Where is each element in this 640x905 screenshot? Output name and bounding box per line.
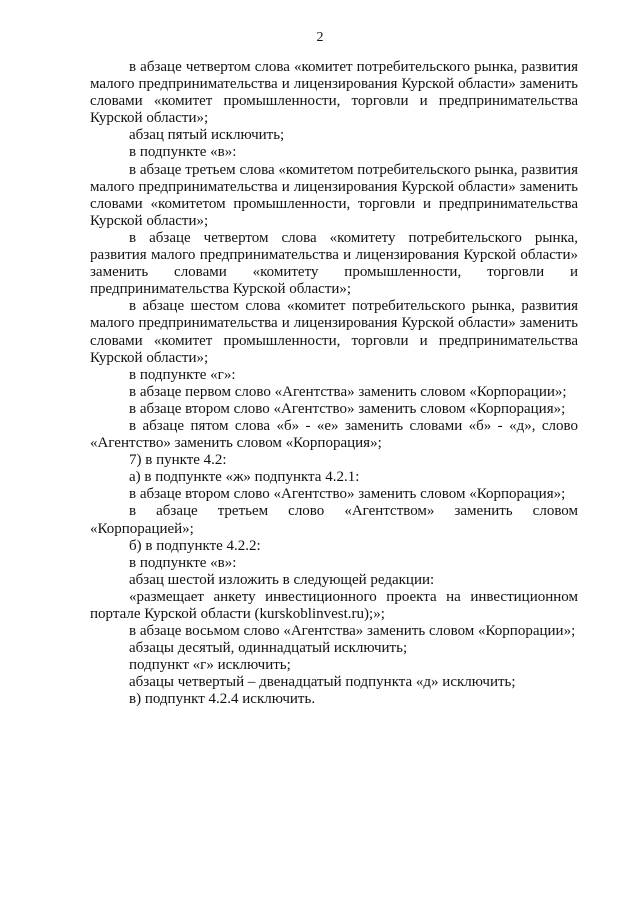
paragraph: в абзаце втором слово «Агентство» заменить словом «Корпорация»; bbox=[129, 486, 566, 503]
paragraph: в абзаце пятом слова «б» - «е» заменить словами «б» - «д», слово «Агентство» заменить словом «Корпорация»; bbox=[90, 417, 578, 452]
paragraph: в абзаце третьем слово «Агентством» заменить словом «Корпорацией»; bbox=[90, 503, 578, 537]
paragraph: в абзаце первом слово «Агентства» заменить словом «Корпорации»; bbox=[129, 383, 567, 400]
paragraph: подпункт «г» исключить; bbox=[129, 657, 291, 674]
paragraph: абзац шестой изложить в следующей редакции: bbox=[129, 571, 435, 588]
paragraph: б) в подпункте 4.2.2: bbox=[129, 537, 261, 554]
paragraph: в абзаце восьмом слово «Агентства» заменить словом «Корпорации»; bbox=[129, 623, 576, 640]
paragraph: абзацы четвертый – двенадцатый подпункта «д» исключить; bbox=[129, 674, 516, 691]
paragraph: в абзаце четвертом слова «комитету потребительского рынка, развития малого предпринимательства и лицензирования Курской области» заменить словами «комитету промышленности, торговли и предпринимательства Курской области»; bbox=[90, 229, 578, 298]
paragraph: в абзаце шестом слова «комитет потребительского рынка, развития малого предпринимательства и лицензирования Курской области» заменить словами «комитет промышленности, торговли и предпринимательства Курской области»; bbox=[90, 298, 578, 366]
paragraph: в абзаце третьем слова «комитетом потребительского рынка, развития малого предпринимательства и лицензирования Курской области» заменить словами «комитетом промышленности, торговли и предпринимательства Курской области»; bbox=[90, 161, 578, 229]
paragraph: абзацы десятый, одиннадцатый исключить; bbox=[129, 640, 408, 657]
paragraph: 7) в пункте 4.2: bbox=[129, 452, 227, 469]
paragraph: в подпункте «г»: bbox=[129, 366, 236, 383]
paragraph: а) в подпункте «ж» подпункта 4.2.1: bbox=[129, 469, 360, 486]
paragraph: абзац пятый исключить; bbox=[129, 127, 285, 144]
document-body bbox=[90, 59, 578, 709]
paragraph: «размещает анкету инвестиционного проекта на инвестиционном портале Курской области (kurskoblinvest.ru);»; bbox=[90, 588, 578, 622]
page-number: 2 bbox=[316, 30, 324, 45]
paragraph: в абзаце четвертом слова «комитет потребительского рынка, развития малого предпринимательства и лицензирования Курской области» заменить словами «комитет промышленности, торговли и предпринимательства Курской области»; bbox=[90, 59, 578, 127]
paragraph: в подпункте «в»: bbox=[129, 144, 237, 161]
paragraph: в абзаце втором слово «Агентство» заменить словом «Корпорация»; bbox=[129, 400, 566, 417]
paragraph: в подпункте «в»: bbox=[129, 554, 237, 571]
paragraph: в) подпункт 4.2.4 исключить. bbox=[129, 691, 316, 708]
